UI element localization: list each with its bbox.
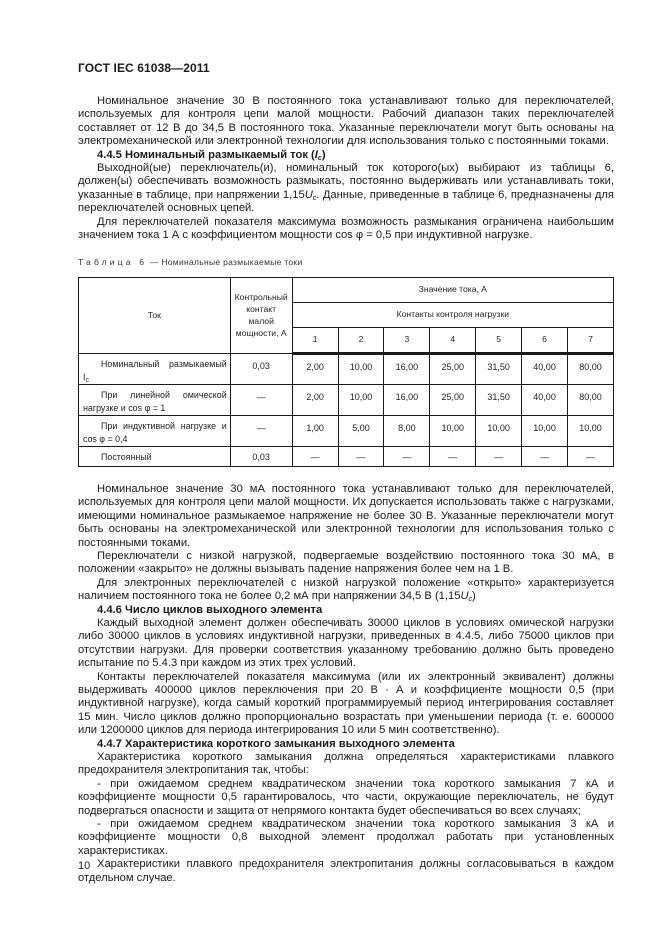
row-label <box>79 415 231 446</box>
paragraph-4-4-5-2: Для переключателей показателя максимума возможность размыкания ограничена наибольшим значением тока 1 А с коэффициентом мощности cos φ = 0,5 при индуктивной нагрузке. <box>78 215 614 242</box>
paragraph-after-table-2: Переключатели с низкой нагрузкой, подвергаемые воздействию постоянного тока 30 мА, в положении «закрыто» не должны вызывать падение напряжения более чем на 1 В. <box>78 549 614 576</box>
header-col-3: 3 <box>384 327 430 353</box>
row-label-text: При линейной омической нагрузке и cos φ = 1 <box>83 389 227 413</box>
cell: 2,00 <box>292 353 338 384</box>
table-caption <box>78 256 614 269</box>
cell: 1,00 <box>292 415 338 446</box>
document-header: ГОСТ IEC 61038—2011 <box>78 61 210 75</box>
bullet-item-2: - при ожидаемом среднем квадратическом значении тока короткого замыкания 3 кА и коэффициенте мощности 0,8 выходной элемент продолжал работать при установленных характеристиках. <box>78 818 614 857</box>
header-current: Ток <box>79 277 231 353</box>
header-load-contacts: Контакты контроля нагрузки <box>292 302 613 327</box>
subscript-c: c <box>468 596 473 604</box>
paragraph-4-4-7-1: Характеристика короткого замыкания должна определяться характеристиками плавкого предохранителя электропитания так, чтобы: <box>78 751 614 777</box>
cell: 10,00 <box>476 415 522 446</box>
symbol-U: U <box>460 590 469 603</box>
cell: — <box>476 446 522 466</box>
header-col-7: 7 <box>568 327 614 353</box>
cell: 16,00 <box>384 384 430 415</box>
row-label <box>79 384 231 415</box>
header-col-6: 6 <box>522 327 568 353</box>
cell: 10,00 <box>338 353 384 384</box>
section-title-end: ) <box>321 148 326 161</box>
paragraph-4-4-7-2: Характеристики плавкого предохранителя электропитания должны согласовываться в каждом отдельном случае. <box>78 858 614 884</box>
paragraph-4-4-5-1 <box>78 162 614 216</box>
cell: 40,00 <box>522 384 568 415</box>
table-row <box>79 446 614 466</box>
subscript-c: c <box>317 154 322 162</box>
header-current-value: Значение тока, А <box>292 277 613 302</box>
cell: 10,00 <box>522 415 568 446</box>
cell: 80,00 <box>568 384 614 415</box>
table-6-rated-breaking-currents <box>78 277 614 467</box>
row-label <box>79 446 231 466</box>
table-row <box>79 353 614 384</box>
cell: — <box>292 446 338 466</box>
subscript-c: c <box>85 376 89 384</box>
text: Выходной(ые) переключатель(и), номинальный ток которого(ых) выбирают из таблицы 6, должен(ы) обеспечивать возможность размыкать, постоянно выдерживать или устанавливать токи, указанные в таблице, при напряжении 1,15 <box>78 162 614 201</box>
paragraph-4-4-6-1: Каждый выходной элемент должен обеспечивать 30000 циклов в условиях омической нагрузки либо 30000 циклов в условиях индуктивной нагрузки, приведенных в 4.4.5, либо 75000 циклов при отсутствии нагрузки. Для проверки соответствия указанному требованию должно быть проведено испытание по 5.4.3 при каждом из этих трех условий. <box>78 616 614 670</box>
row-label-text: Постоянный <box>101 451 152 462</box>
cell: 80,00 <box>568 353 614 384</box>
page-number: 10 <box>78 860 91 872</box>
cell-control: 0,03 <box>230 446 292 466</box>
header-control-contact: Контрольный контакт малой мощности, А <box>230 277 292 353</box>
cell-control: — <box>230 384 292 415</box>
symbol-I: I <box>314 148 318 161</box>
cell: — <box>384 446 430 466</box>
cell: 40,00 <box>522 353 568 384</box>
cell: 5,00 <box>338 415 384 446</box>
cell: 10,00 <box>338 384 384 415</box>
section-heading-4-4-6: 4.4.6 Число циклов выходного элемента <box>97 603 323 616</box>
header-col-2: 2 <box>338 327 384 353</box>
text: Для электронных переключателей с низкой нагрузкой положение «открыто» характеризуется наличием постоянного тока не более 0,2 мА при напряжении 34,5 В (1,15 <box>78 576 614 603</box>
intro-paragraph: Номинальное значение 30 В постоянного тока устанавливают только для переключателей, используемых для контроля цепи малой мощности. Рабочий диапазон таких переключателей составляет от 12 В до 34,5 В постоянного тока. Указанные переключатели могут быть основаны на электромеханической или электронной технологии для использования только с постоянными токами. <box>78 95 614 148</box>
symbol-U: U <box>304 188 313 201</box>
cell-control: 0,03 <box>230 353 292 384</box>
table-caption-text: — Номинальные размыкаемые токи <box>147 257 303 268</box>
section-heading-4-4-5 <box>78 149 614 162</box>
table-row <box>79 384 614 415</box>
paragraph-after-table-3 <box>78 577 614 604</box>
section-heading-4-4-7: 4.4.7 Характеристика короткого замыкания выходного элемента <box>97 737 455 750</box>
table-row <box>79 415 614 446</box>
cell: — <box>568 446 614 466</box>
text: . Данные, приведенные в таблице 6, предназначены для переключателей основных цепей. <box>78 188 614 215</box>
row-label-text: Номинальный размыкаемый I <box>83 358 227 382</box>
cell: 25,00 <box>430 384 476 415</box>
row-label <box>79 353 231 384</box>
subscript-c: c <box>312 194 317 202</box>
cell: 10,00 <box>568 415 614 446</box>
cell: — <box>522 446 568 466</box>
cell: — <box>338 446 384 466</box>
cell: 31,50 <box>476 353 522 384</box>
document-body <box>78 95 614 885</box>
section-title-text: 4.4.5 Номинальный размыкаемый ток ( <box>97 148 315 161</box>
paragraph-after-table-1: Номинальное значение 30 мА постоянного тока устанавливают только для переключателей, используемых для контроля цепи малой мощности. Их допускается использовать также с нагрузками, имеющими номинальное размыкаемое напряжение не более 30 В. Указанные переключатели могут быть основаны на электромеханической или электронной технологии для использования только с постоянными токами. <box>78 482 614 549</box>
header-col-5: 5 <box>476 327 522 353</box>
cell: 10,00 <box>430 415 476 446</box>
cell-control: — <box>230 415 292 446</box>
cell: — <box>430 446 476 466</box>
row-label-text: При индуктивной нагрузке и cos φ = 0,4 <box>83 420 227 444</box>
cell: 2,00 <box>292 384 338 415</box>
cell: 31,50 <box>476 384 522 415</box>
bullet-item-1: - при ожидаемом среднем квадратическом значении тока короткого замыкания 7 кА и коэффициенте мощности 0,5 гарантировалось, что части, окружающие переключатель, не будут подвергаться опасности и защита от непрямого контакта будет обеспечиваться во всех случаях; <box>78 777 614 817</box>
table-caption-label: Таблица 6 <box>78 257 148 268</box>
cell: 8,00 <box>384 415 430 446</box>
header-col-4: 4 <box>430 327 476 353</box>
after-table-text <box>78 483 614 885</box>
header-col-1: 1 <box>292 327 338 353</box>
cell: 25,00 <box>430 353 476 384</box>
cell: 16,00 <box>384 353 430 384</box>
paragraph-4-4-6-2: Контакты переключателей показателя максимума (или их электронный эквивалент) должны выдерживать 400000 циклов переключения при 20 В · А и коэффициенте мощности 0,5 (при индуктивной нагрузке), когда самый короткий программируемый период интегрирования составляет 15 мин. Число циклов должно пропорционально возрастать при уменьшении периода (т. е. 600000 или 1200000 циклов для периода интегрирования 10 или 5 мин соответственно). <box>78 670 614 737</box>
text: ) <box>472 590 476 603</box>
